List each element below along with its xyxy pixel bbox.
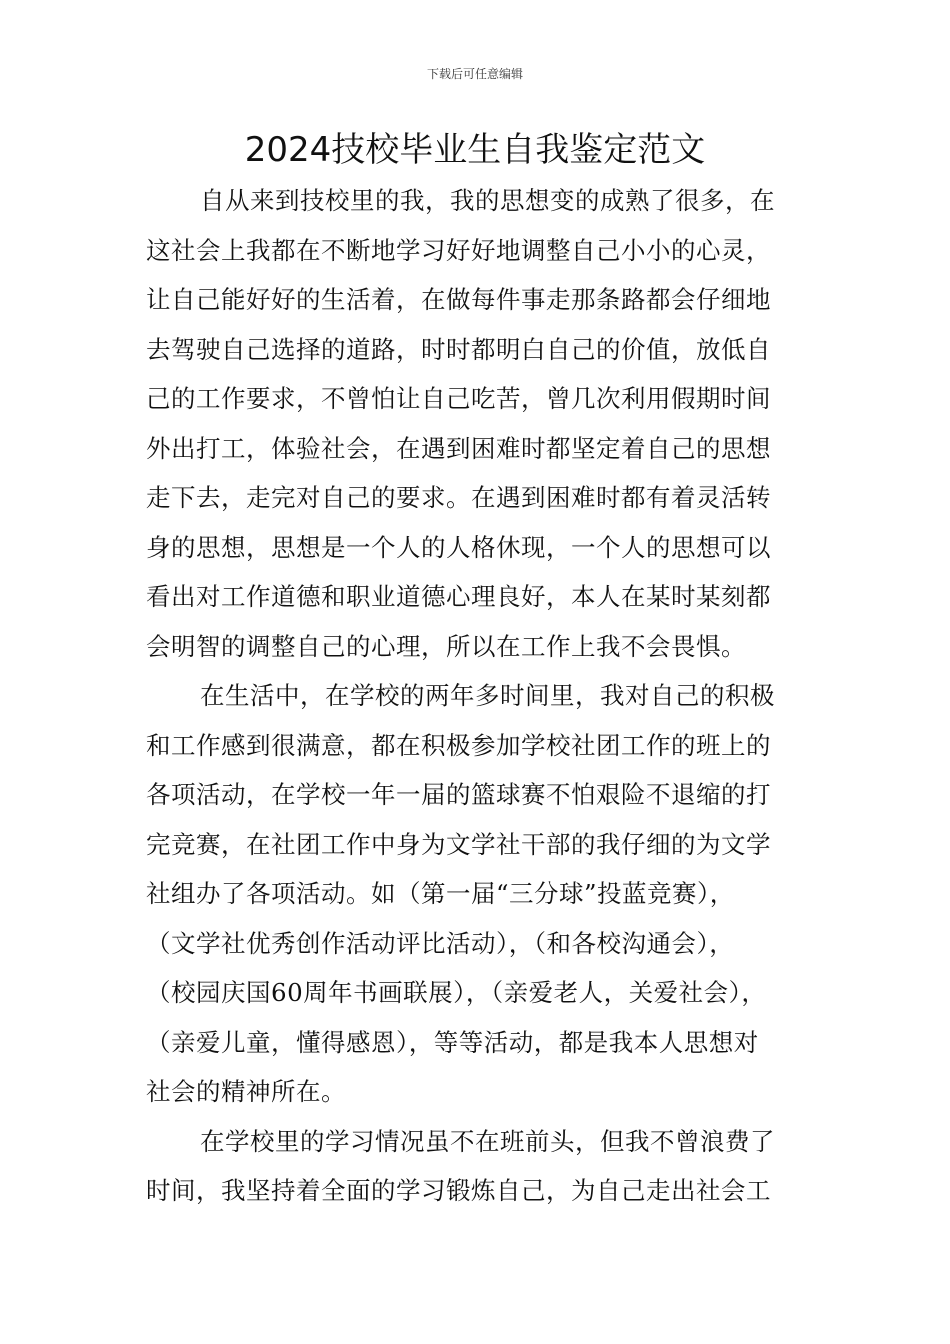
paragraph-1 — [146, 176, 810, 671]
document-title: 2024技校毕业生自我鉴定范文 — [244, 130, 706, 170]
text-line: 自从来到技校里的我，我的思想变的成熟了很多，在 — [200, 186, 775, 215]
text-line: 己的工作要求，不曾怕让自己吃苦，曾几次利用假期时间 — [146, 384, 771, 413]
text-line: 会明智的调整自己的心理，所以在工作上我不会畏惧。 — [146, 631, 746, 661]
text-line: 在学校里的学习情况虽不在班前头，但我不曾浪费了 — [200, 1126, 775, 1156]
text-line: （亲爱儿童，懂得感恩），等等活动，都是我本人思想对 — [146, 1027, 759, 1057]
text-line: （文学社优秀创作活动评比活动），（和各校沟通会）， — [146, 928, 735, 958]
paragraph-3 — [146, 1117, 810, 1216]
text-line: 让自己能好好的生活着，在做每件事走那条路都会仔细地 — [146, 285, 771, 314]
text-line: 外出打工，体验社会，在遇到困难时都坚定着自己的思想 — [146, 433, 771, 463]
paragraph-2 — [146, 671, 810, 1117]
text-line: （校园庆国60周年书画联展），（亲爱老人，关爱社会）， — [146, 978, 767, 1007]
text-line: 这社会上我都在不断地学习好好地调整自己小小的心灵， — [146, 235, 771, 265]
text-line: 完竞赛，在社团工作中身为文学社干部的我仔细的为文学 — [146, 829, 771, 859]
document-body — [146, 176, 810, 1216]
text-line: 社会的精神所在。 — [146, 1077, 346, 1106]
text-line: 走下去，走完对自己的要求。在遇到困难时都有着灵活转 — [146, 483, 771, 512]
text-line: 时间，我坚持着全面的学习锻炼自己，为自己走出社会工 — [146, 1176, 771, 1205]
text-line: 身的思想，思想是一个人的人格休现，一个人的思想可以 — [146, 532, 771, 562]
text-line: 各项活动，在学校一年一届的篮球赛不怕艰险不退缩的打 — [146, 780, 771, 809]
text-line: 社组办了各项活动。如（第一届“三分球”投蓝竞赛）， — [146, 879, 735, 908]
text-line: 在生活中，在学校的两年多时间里，我对自己的积极 — [200, 681, 775, 710]
text-line: 去驾驶自己选择的道路，时时都明白自己的价值，放低自 — [146, 334, 771, 364]
text-line: 看出对工作道德和职业道德心理良好，本人在某时某刻都 — [146, 582, 771, 611]
text-line: 和工作感到很满意，都在积极参加学校社团工作的班上的 — [146, 730, 771, 760]
header-note: 下载后可任意编辑 — [426, 67, 523, 81]
